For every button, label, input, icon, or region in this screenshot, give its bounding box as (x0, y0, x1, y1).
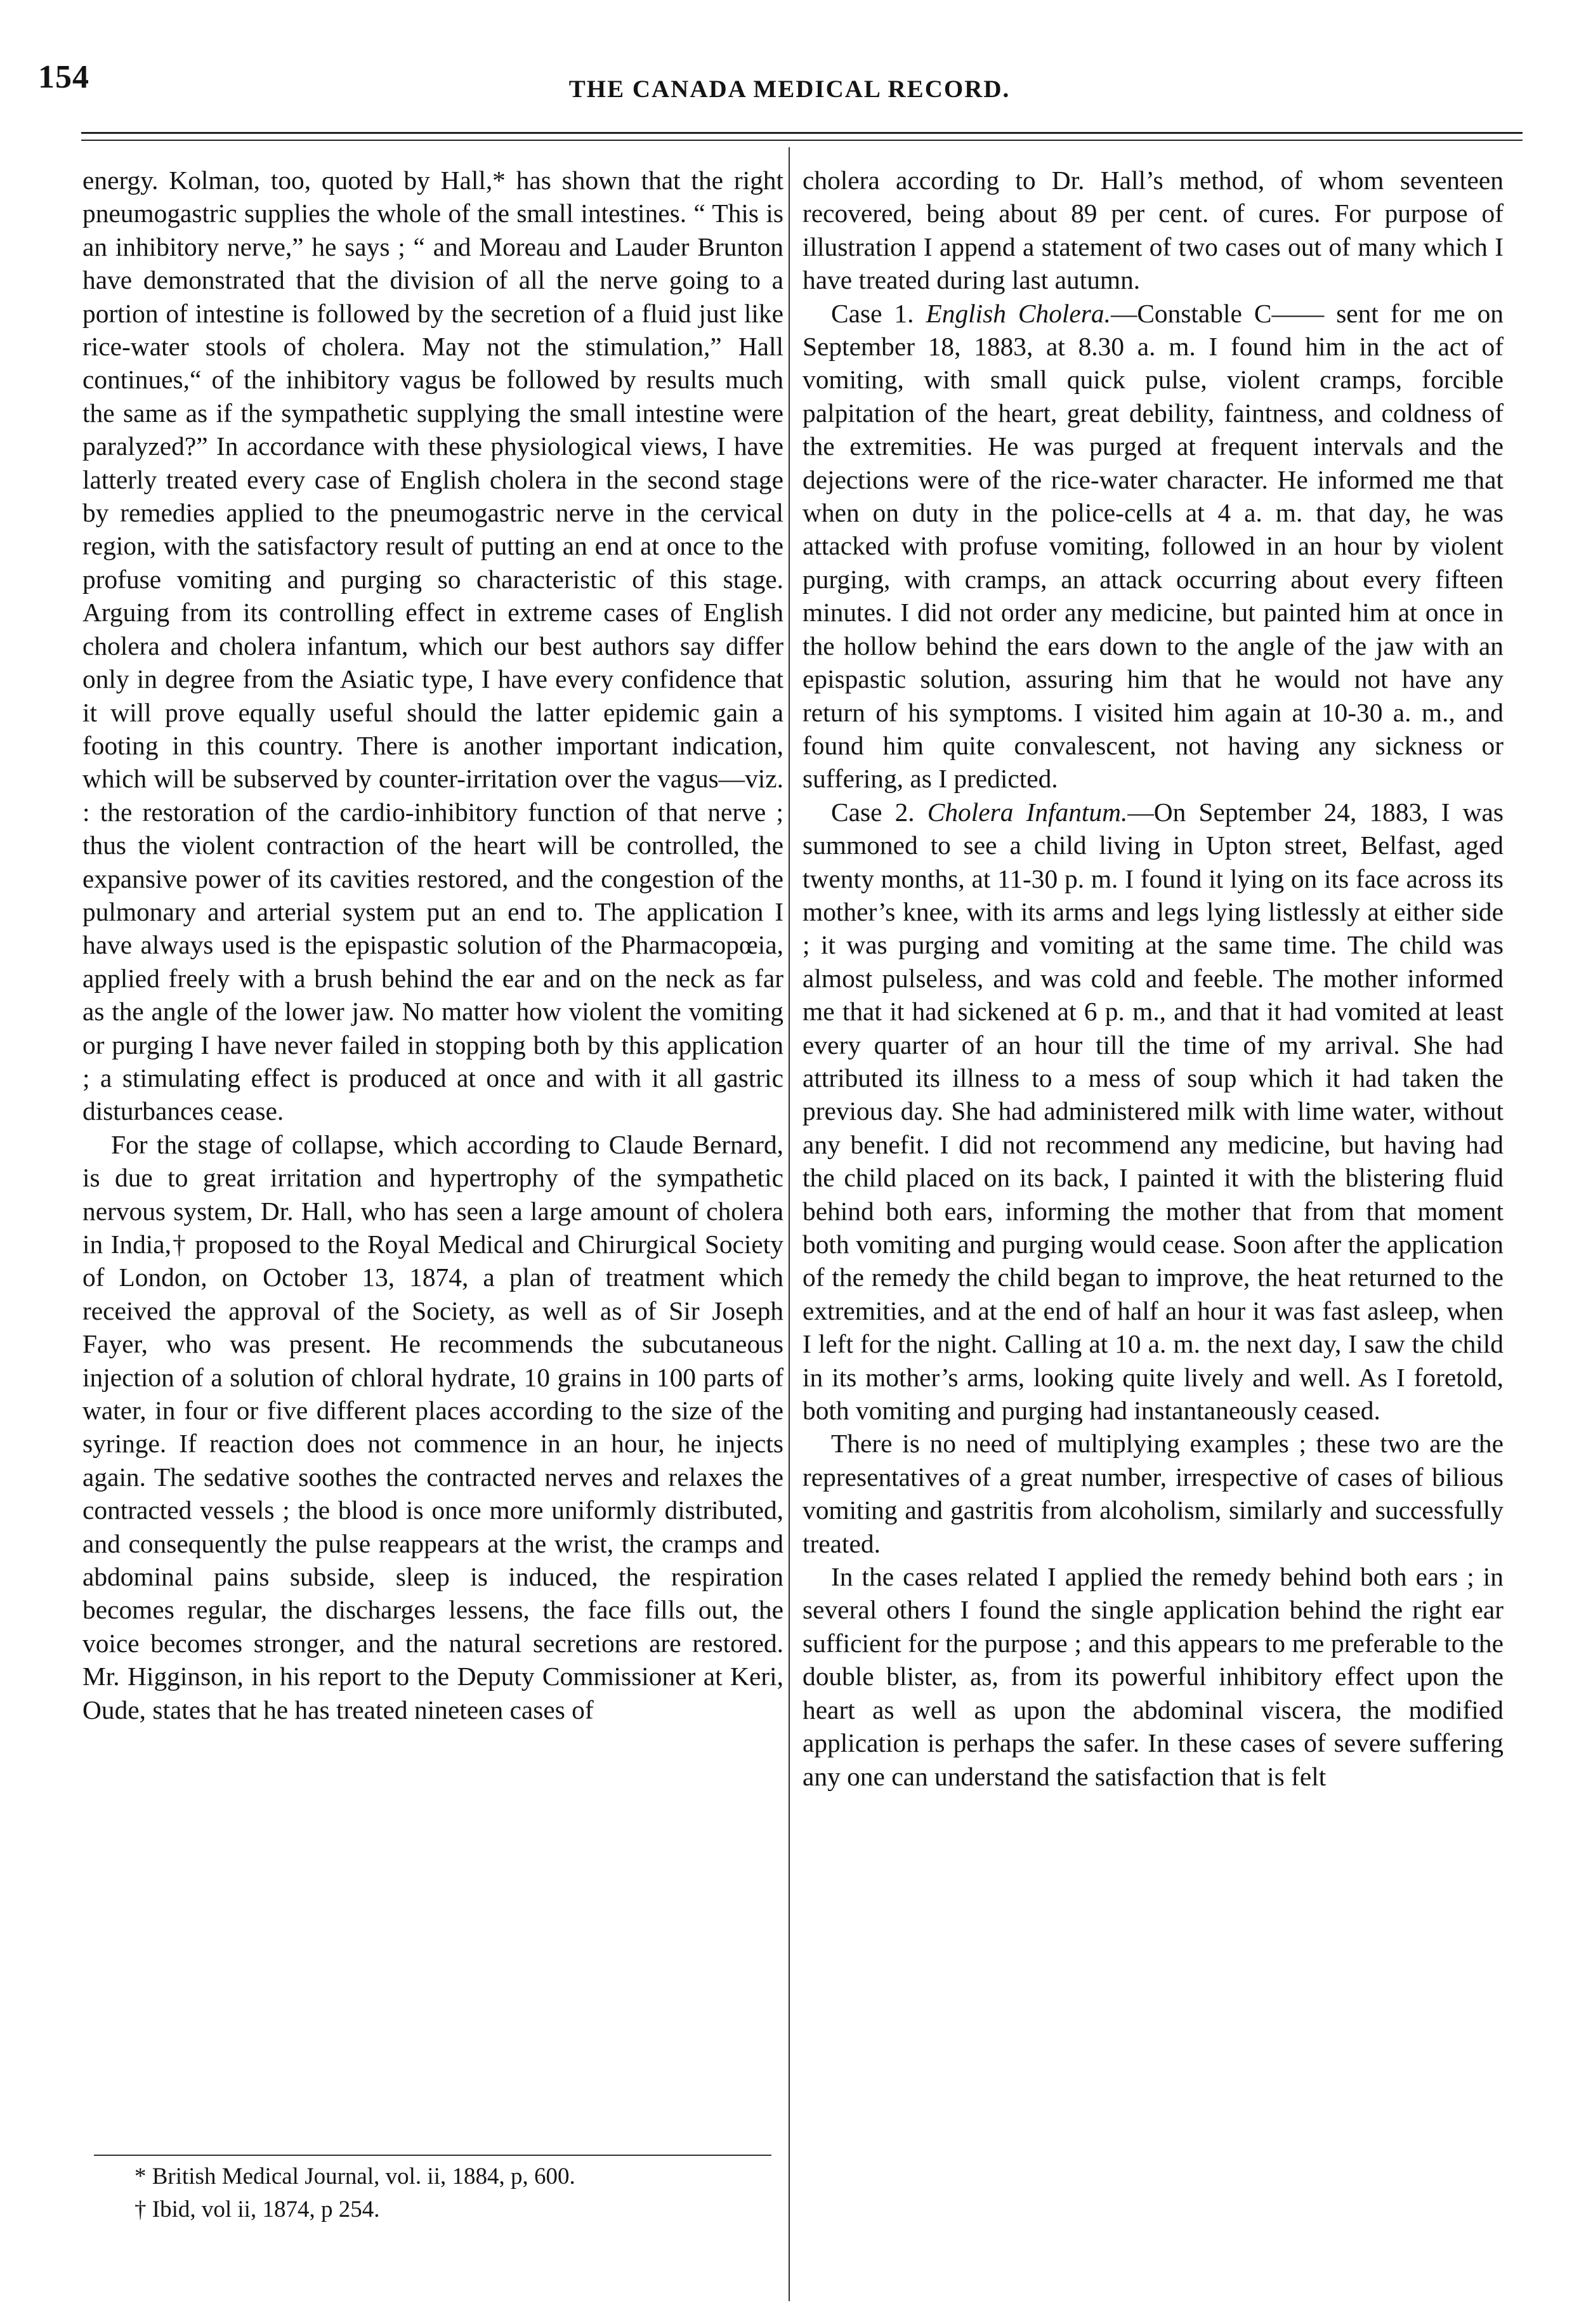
paragraph: There is no need of multiplying examples ; these two are the representatives of a great number, irrespective of cases of bilious vomiting and gastritis from alcoholism, similarly and successfully treated. (803, 1429, 1504, 1558)
header-rule (81, 132, 1523, 134)
footnotes (134, 2160, 769, 2226)
case-2 (803, 796, 1504, 1428)
case-title: English Cholera. (926, 298, 1111, 328)
footnote: * British Medical Journal, vol. ii, 1884, p, 600. (134, 2163, 575, 2189)
case-text: —Constable C—— sent for me on September 18, 1883, at 8.30 a. m. I found him in the act of vomiting, with small quick pulse, violent cramps, forcible palpitation of the heart, great debility, faintness, and coldness of the extremities. He was purged at frequent intervals and the dejections were of the rice-water character. He informed me that when on duty in the police-cells at 4 a. m. that day, he was attacked with profuse vomiting, followed in an hour by violent purging, with cramps, an attack occurring about every fifteen minutes. I did not order any medicine, but painted him at once in the hollow behind the ears down to the angle of the jaw with an epispastic solution, assuring him that he would not have any return of his symptoms. I visited him again at 10-30 a. m., and found him quite convalescent, not having any sickness or suffering, as I predicted. (803, 298, 1504, 794)
paragraph: cholera according to Dr. Hall’s method, of whom seventeen recovered, being about 89 per cent. of cures. For purpose of illustration I append a statement of two cases out of many which I have treated during last autumn. (803, 166, 1504, 295)
case-text: —On September 24, 1883, I was summoned to see a child living in Upton street, Belfast, aged twenty months, at 11-30 p. m. I found it lying on its face across its mother’s knee, with its arms and legs lying listlessly at either side ; it was purging and vomiting at the same time. The child was almost pulseless, and was cold and feeble. The mother informed me that it had sickened at 6 p. m., and that it had vomited at least every quarter of an hour till the time of my arrival. She had attributed its illness to a mess of soup which it had taken the previous day. She had administered milk with lime water, without any benefit. I did not recommend any medicine, but having had the child placed on its back, I painted it with the blistering fluid behind both ears, informing the mother that from that moment both vomiting and purging would cease. Soon after the application of the remedy the child began to improve, the heat returned to the extremities, and at the end of half an hour it was fast asleep, when I left for the night. Calling at 10 a. m. the next day, I saw the child in its mother’s arms, looking quite lively and well. As I foretold, both vomiting and purging had instantaneously ceased. (803, 797, 1504, 1426)
paragraph: For the stage of collapse, which according to Claude Bernard, is due to great irritation and hypertrophy of the sympathetic nervous system, Dr. Hall, who has seen a large amount of cholera in India,† proposed to the Royal Medical and Chirurgical Society of London, on October 13, 1874, a plan of treatment which received the approval of the Society, as well as of Sir Joseph Fayer, who was present. He recommends the subcutaneous injection of a solution of chloral hydrate, 10 grains in 100 parts of water, in four or five different places according to the size of the syringe. If reaction does not commence in an hour, he injects again. The sedative soothes the contracted nerves and relaxes the contracted vessels ; the blood is once more uniformly distributed, and consequently the pulse reappears at the wrist, the cramps and abdominal pains subside, sleep is induced, the respiration becomes regular, the discharges lessens, the face fills out, the voice becomes stronger, and the natural secretions are restored. Mr. Higginson, in his report to the Deputy Commissioner at Keri, Oude, states that he has treated nineteen cases of (82, 1129, 783, 1724)
case-label: Case 2. (831, 797, 915, 827)
case-label: Case 1. (831, 298, 914, 328)
paragraph: In the cases related I applied the remedy behind both ears ; in several others I found the single application behind the right ear sufficient for the purpose ; and this appears to me preferable to the double blister, as, from its powerful inhibitory effect upon the heart as well as upon the abdominal viscera, the modified application is perhaps the safer. In these cases of severe suffering any one can understand the satisfaction that is felt (803, 1562, 1504, 1791)
footnote: † Ibid, vol ii, 1874, p 254. (134, 2196, 380, 2222)
footnote-rule (94, 2155, 771, 2156)
left-column (82, 164, 783, 1726)
column-divider (789, 147, 790, 2301)
page-number: 154 (38, 59, 89, 95)
paragraph: energy. Kolman, too, quoted by Hall,* has shown that the right pneumogastric supplies the whole of the small intestines. “ This is an inhibitory nerve,” he says ; “ and Moreau and Lauder Brunton have demonstrated that the division of all the nerve going to a portion of intestine is followed by the secretion of a fluid just like rice-water stools of cholera. May not the stimulation,” Hall continues,“ of the inhibitory vagus be followed by results much the same as if the sympathetic supplying the small intestine were paralyzed?” In accordance with these physiological views, I have latterly treated every case of English cholera in the second stage by remedies applied to the pneumogastric nerve in the cervical region, with the satisfactory result of putting an end at once to the profuse vomiting and purging so characteristic of this stage. Arguing from its controlling effect in extreme cases of English cholera and cholera infantum, which our best authors say differ only in degree from the Asiatic type, I have every confidence that it will prove equally useful should the latter epidemic gain a footing in this country. There is another important indication, which will be subserved by counter-irritation over the vagus—viz. : the restoration of the cardio-inhibitory function of that nerve ; thus the violent contraction of the heart will be controlled, the expansive power of its cavities restored, and the congestion of the pulmonary and arterial system put an end to. The application I have always used is the epispastic solution of the Pharmacopœia, applied freely with a brush behind the ear and on the neck as far as the angle of the lower jaw. No matter how violent the vomiting or purging I have never failed in stopping both by this application ; a stimulating effect is produced at once and with it all gastric disturbances cease. (82, 166, 783, 1126)
running-head: THE CANADA MEDICAL RECORD. (568, 75, 1011, 103)
case-title: Cholera Infantum. (927, 797, 1128, 827)
header-rule-thin (81, 140, 1523, 141)
right-column (803, 164, 1504, 1793)
case-1 (803, 297, 1504, 796)
